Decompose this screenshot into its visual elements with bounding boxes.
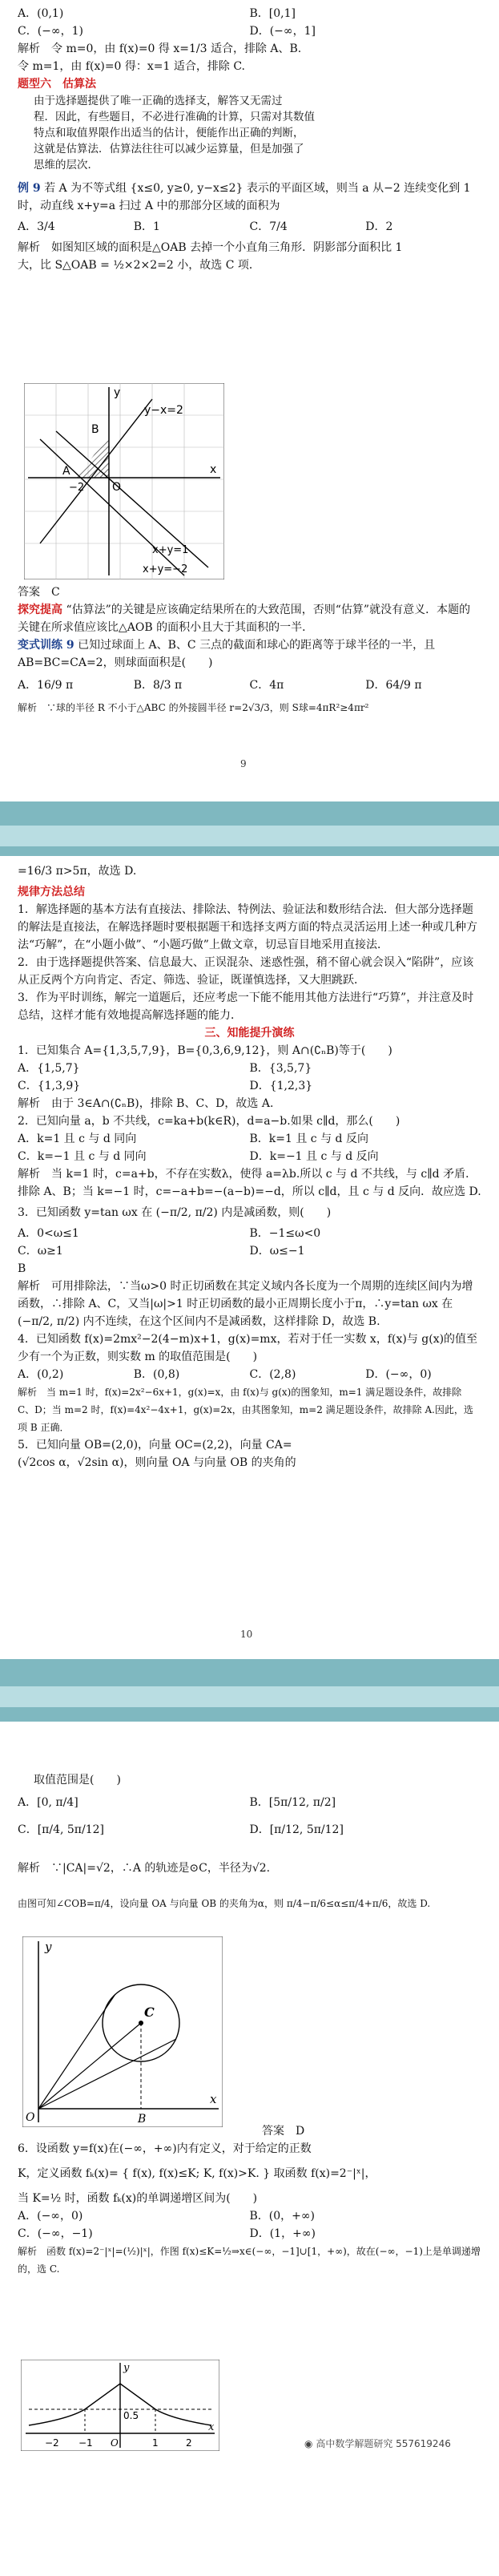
drill-title: 三、知能提升演练 [204, 1027, 295, 1040]
q6: 6．设函数 y=f(x)在(−∞，+∞)内有定义，对于给定的正数 [18, 2142, 312, 2155]
q6-solution: 解析 函数 f(x)=2⁻|ˣ|=(½)|ˣ|，作图 f(x)≤K=½⇒x∈(−∞，−1]∪[1，+∞)，故在(−∞，−1)上是单调递增的，选 C. [18, 2246, 481, 2275]
q6-cont: K，定义函数 fₖ(x)= { f(x), f(x)≤K; K, f(x)>K. } 取函数 f(x)=2⁻|ˣ|， [18, 2167, 376, 2180]
label-o: O [112, 481, 122, 494]
circle-figure [22, 1936, 223, 2127]
q3-answer: B [18, 1262, 26, 1275]
q3: 3．已知函数 y=tan ωx 在 (−π/2, π/2) 内是减函数，则( ) [18, 1206, 332, 1219]
options-prev: A．(0,1) B．[0,1] [18, 7, 296, 20]
wechat-icon: ◉ [304, 2438, 313, 2449]
page-number: 10 [240, 1629, 253, 1640]
page-2 [0, 856, 499, 1659]
q2-options: A．k=1 且 c 与 d 同向 B．k=1 且 c 与 d 反向 [18, 1133, 368, 1145]
solution-line: 解析 令 m=0，由 f(x)=0 得 x=1/3 适合，排除 A、B. [18, 42, 302, 55]
section-title: 题型六 估算法 [18, 78, 96, 91]
page-number: 9 [240, 758, 247, 769]
page-3 [0, 1722, 499, 2576]
q6-cont-2: 当 K=½ 时，函数 fₖ(x)的单调递增区间为( ) [18, 2192, 258, 2205]
example-9-cont: 时，动直线 x+y=a 扫过 A 中的那部分区域的面积为 [18, 200, 280, 212]
label-a: A [62, 465, 70, 478]
tick-minus2: −2 [45, 2437, 59, 2449]
solution-line: 令 m=1，由 f(x)=0 得：x=1 适合，排除 C. [18, 60, 245, 73]
q1-options: A．{1,5,7} B．{3,5,7} [18, 1062, 312, 1075]
variation-9: 变式训练 9 已知过球面上 A、B、C 三点的截面和球心的距离等于球半径的一半，且 AB=BC=CA=2，则球面面积是( ) [18, 639, 436, 669]
q5-cont: (√2cos α，√2sin α)，则向量 OA 与向量 OB 的夹角的 [18, 1456, 296, 1469]
q3-options-2: C．ω≥1 D．ω≤−1 [18, 1245, 305, 1258]
q3-options: A．0<ω≤1 B．−1≤ω<0 [18, 1227, 321, 1240]
q1-options-2: C．{1,3,9} D．{1,2,3} [18, 1080, 313, 1092]
variation-9-solution: 解析 ∵球的半径 R 不小于△ABC 的外接圆半径 r=2√3/3，则 S球=4πR²≥4πr² [18, 702, 369, 713]
tick-2: 2 [186, 2437, 192, 2449]
q3-solution: 解析 可用排除法，∵当ω>0 时正切函数在其定义域内各长度为一个周期的连续区间内为增函数，∴排除 A、C，又当|ω|>1 时正切函数的最小正周期长度小于π，∴y=tan ωx 在 (−π/2, π/2) 内不连续，在这个区间内不是减函数，这样排除 D，故选 B. [18, 1280, 473, 1328]
law-1: 1．解选择题的基本方法有直接法、排除法、特例法、验证法和数形结合法．但大部分选择题的解法是直接法，在解选择题时要根据题干和选择支两方面的特点灵活运用上述一种或几种方法“巧解”，在“小题小做”、“小题巧做”上做文章，切忌盲目地采用直接法． [18, 903, 477, 951]
options-prev-2: C．(−∞，1) D．(−∞，1] [18, 25, 316, 38]
page-1 [0, 0, 499, 801]
law-2: 2．由于选择题提供答案、信息最大、正误混杂、迷惑性强，稍不留心就会误入“陷阱”，应该从正反两个方向肯定、否定、筛选、验证，既谨慎选择，又大胆跳跃． [18, 956, 474, 987]
label-c: C [144, 2005, 155, 2020]
function-figure [21, 2360, 219, 2451]
law-3: 3．作为平时训练，解完一道题后，还应考虑一下能不能用其他方法进行“巧算”，并注意及时总结，这样才能有效地提高解选择题的能力． [18, 991, 474, 1022]
label-line-top: y−x=2 [144, 404, 183, 417]
q5-cont-2: 取值范围是( ) [34, 1774, 121, 1787]
label-minus2: −2 [69, 482, 85, 494]
label-line-1: x+y=1 [152, 544, 189, 556]
q2-solution: 解析 当 k=1 时，c=a+b，不存在实数λ，使得 a=λb.所以 c 与 d 不共线，与 c∥d 矛盾．排除 A、B；当 k=−1 时，c=−a+b=−(a−b)=−d，所以 c∥d，且 c 与 d 反向．故应选 D. [18, 1168, 481, 1198]
label-x: x [210, 463, 217, 476]
q5: 5．已知向量 OB=(2,0)，向量 OC=(2,2)，向量 CA= [18, 1439, 292, 1452]
label-half: 0.5 [123, 2410, 139, 2421]
q1: 1．已知集合 A={1,3,5,7,9}，B={0,3,6,9,12}，则 A∩(∁ₙB)等于( ) [18, 1044, 392, 1057]
label-o: O [111, 2437, 119, 2449]
q2-options-2: C．k=−1 且 c 与 d 同向 D．k=−1 且 c 与 d 反向 [18, 1150, 379, 1163]
page-gap [0, 1659, 499, 1722]
label-line-2: x+y=−2 [143, 563, 188, 575]
q5-solution: 解析 ∵|CA|=√2，∴A 的轨迹是⊙C，半径为√2. [18, 1862, 271, 1875]
label-x: x [208, 2421, 215, 2433]
label-x: x [210, 2092, 217, 2106]
q4-solution: 解析 当 m=1 时，f(x)=2x²−6x+1，g(x)=x，由 f(x)与 g(x)的图象知，m=1 满足题设条件，故排除 C、D；当 m=2 时，f(x)=4x²−4x+1，g(x)=2x，由其图象知，m=2 满足题设条件，故排除 A.因此，选项 B 正确． [18, 1387, 473, 1433]
method-note: 由于选择题提供了唯一正确的选择支，解答又无需过 程．因此，有些题目，不必进行准确的计算，只需对其数值 特点和取值界限作出适当的估计，便能作出正确的判断， 这就是估算法．估算法往往可以减少运算量，但是加强了 思维的层次． [34, 95, 315, 172]
law-title: 规律方法总结 [18, 886, 85, 898]
q2: 2．已知向量 a，b 不共线，c=ka+b(k∈R)，d=a−b.如果 c∥d，那么( ) [18, 1115, 400, 1128]
tick-1: 1 [152, 2437, 159, 2449]
q4-options: A．(0,2) B．(0,8) C．(2,8) D．(−∞，0) [18, 1368, 432, 1381]
answer: 答案 C [18, 586, 60, 599]
example-9: 例 9 若 A 为不等式组 {x≤0, y≥0, y−x≤2} 表示的平面区域，则当 a 从−2 连续变化到 1 [18, 182, 471, 195]
example-9-solution: 解析 如图知区域的面积是△OAB 去掉一个小直角三角形．阴影部分面积比 1 [18, 241, 403, 254]
example-9-options: A．3/4 B．1 C．7/4 D．2 [18, 220, 393, 233]
label-y: y [123, 2362, 130, 2374]
q1-solution: 解析 由于 3∈A∩(∁ₙB)，排除 B、C、D，故选 A. [18, 1097, 274, 1110]
variation-9-options: A．16/9 π B．8/3 π C．4π D．64/9 π [18, 679, 422, 692]
q5-options-2: C．[π/4, 5π/12] D．[π/12, 5π/12] [18, 1823, 344, 1836]
page-gap [0, 801, 499, 856]
q5-solution-2: 由图可知∠COB=π/4，设向量 OA 与向量 OB 的夹角为α，则 π/4−π/6≤α≤π/4+π/6，故选 D. [18, 1898, 431, 1909]
label-b: B [91, 423, 99, 436]
q6-options-2: C．(−∞，−1) D．(1，+∞) [18, 2227, 316, 2240]
label-o: O [26, 2111, 35, 2124]
tanjiu: 探究提高 “估算法”的关键是应该确定结果所在的大致范围，否则“估算”就没有意义．本题的关键在所求值应该比△AOB 的面积小且大于其面积的一半． [18, 604, 471, 634]
q5-options: A．[0, π/4] B．[5π/12, π/2] [18, 1796, 336, 1809]
example-9-solution-2: 大，比 S△OAB = ½×2×2=2 小，故选 C 项． [18, 259, 260, 272]
q6-options: A．(−∞，0) B．(0，+∞) [18, 2210, 316, 2223]
label-y: y [114, 386, 121, 399]
label-b: B [138, 2113, 147, 2126]
tick-minus1: −1 [78, 2437, 93, 2449]
watermark: ◉ 高中数学解题研究 557619246 [304, 2438, 451, 2449]
label-y: y [45, 1940, 52, 1954]
region-figure [24, 383, 224, 579]
answer: 答案 D [262, 2125, 305, 2138]
q4: 4．已知函数 f(x)=2mx²−2(4−m)x+1，g(x)=mx，若对于任一实数 x，f(x)与 g(x)的值至少有一个为正数，则实数 m 的取值范围是( ) [18, 1333, 478, 1363]
solution-cont: =16/3 π>5π，故选 D. [18, 865, 137, 878]
